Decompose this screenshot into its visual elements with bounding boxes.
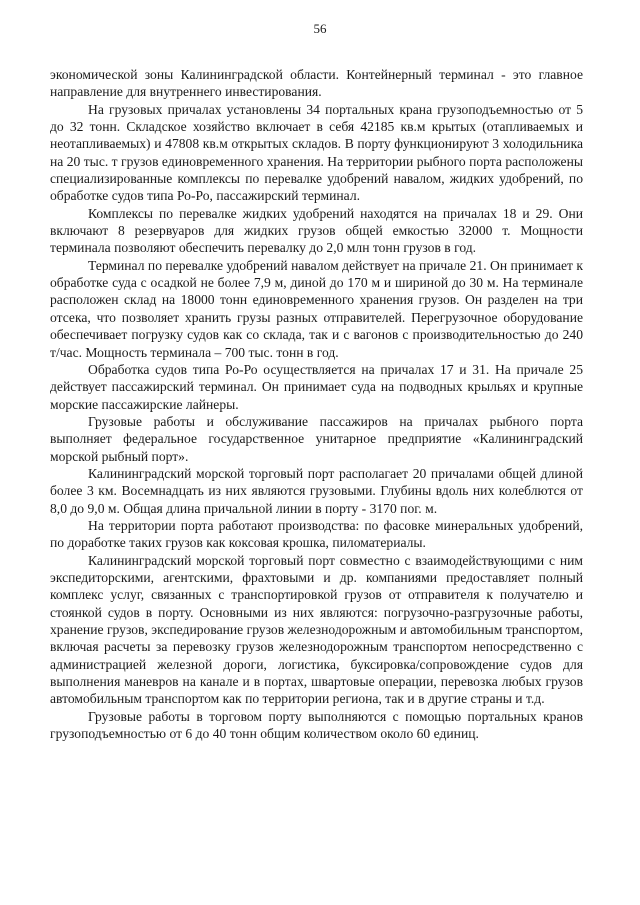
paragraph: На территории порта работают производства: по фасовке минеральных удобрений, по доработке таких грузов как коксовая крошка, пиломатериалы. bbox=[50, 517, 583, 551]
paragraph: На грузовых причалах установлены 34 портальных крана грузоподъемностью от 5 до 32 тонн. Складское хозяйство включает в себя 42185 кв.м крытых (отапливаемых и неотапливаемых) и 47808 кв.м открытых складов. В порту функционируют 3 холодильника на 20 тыс. т грузов единовременного хранения. На территории рыбного порта расположены специализированные комплексы по перевалке удобрений навалом, жидких удобрений, по обработке судов типа Ро-Ро, пассажирский терминал. bbox=[50, 101, 583, 204]
paragraph: Комплексы по перевалке жидких удобрений находятся на причалах 18 и 29. Они включают 8 резервуаров для жидких грузов общей емкостью 32000 т. Мощности терминала позволяют обеспечить перевалку до 2,0 млн тонн грузов в год. bbox=[50, 205, 583, 256]
body-text bbox=[50, 66, 583, 742]
paragraph: Калининградский морской торговый порт совместно с взаимодействующими с ним экспедиторскими, агентскими, фрахтовыми и др. компаниями предоставляет полный комплекс услуг, связанных с транспортировкой грузов от отправителя к получателю и стоянкой судов в порту. Основными из них являются: погрузочно-разгрузочные работы, хранение грузов, экспедирование грузов железнодорожным и автомобильным транспортом, включая расчеты за перевозку грузов железнодорожным транспортом непосредственно с администрацией железной дороги, логистика, буксировка/сопровождение судов для выполнения маневров на канале и в портах, швартовые операции, перевозка любых грузов автомобильным транспортом как по территории региона, так и в другие страны и т.д. bbox=[50, 552, 583, 707]
paragraph: Калининградский морской торговый порт располагает 20 причалами общей длиной более 3 км. Восемнадцать из них являются грузовыми. Глубины вдоль них колеблются от 8,0 до 9,0 м. Общая длина причальной линии в порту - 3170 пог. м. bbox=[50, 465, 583, 516]
paragraph: Грузовые работы в торговом порту выполняются с помощью портальных кранов грузоподъемностью от 6 до 40 тонн общим количеством около 60 единиц. bbox=[50, 708, 583, 742]
paragraph: Грузовые работы и обслуживание пассажиров на причалах рыбного порта выполняет федеральное государственное унитарное предприятие «Калининградский морской рыбный порт». bbox=[50, 413, 583, 464]
paragraph: экономической зоны Калининградской области. Контейнерный терминал - это главное направление для внутреннего инвестирования. bbox=[50, 67, 583, 100]
page-number: 56 bbox=[313, 21, 327, 36]
paragraph: Обработка судов типа Ро-Ро осуществляется на причалах 17 и 31. На причале 25 действует пассажирский терминал. Он принимает суда на подводных крыльях и крупные морские пассажирские лайнеры. bbox=[50, 361, 583, 412]
paragraph: Терминал по перевалке удобрений навалом действует на причале 21. Он принимает к обработке суда с осадкой не более 7,9 м, диной до 170 м и шириной до 30 м. На терминале расположен склад на 18000 тонн единовременного хранения грузов. Он разделен на три отсека, что позволяет хранить грузы разных отправителей. Перегрузочное оборудование обеспечивает погрузку судов как со склада, так и с вагонов с производительностью до 240 т/час. Мощность терминала – 700 тыс. тонн в год. bbox=[50, 257, 583, 360]
